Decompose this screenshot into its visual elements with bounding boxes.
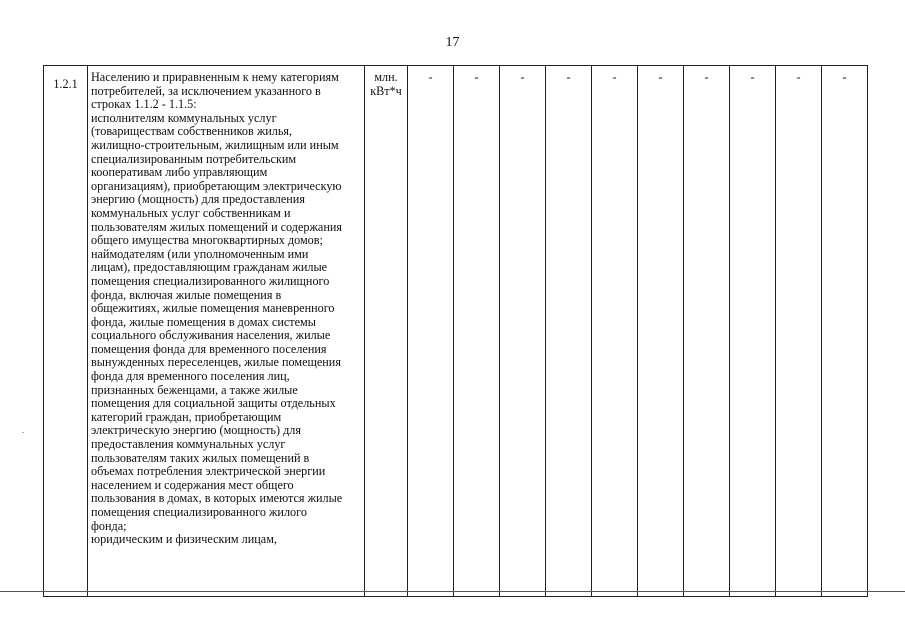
row-description xyxy=(88,66,364,547)
description-line: лицам), предоставляющим гражданам жилые xyxy=(91,260,328,275)
table-row xyxy=(44,66,868,597)
description-line: фонда для временного поселения лиц, xyxy=(91,369,290,384)
value-4: - xyxy=(566,70,571,84)
value-cell-8 xyxy=(730,66,776,597)
description-line: общего имущества многоквартирных домов; xyxy=(91,233,323,248)
description-line: юридическим и физическим лицам, xyxy=(91,532,277,547)
description-line: вынужденных переселенцев, жилые помещения xyxy=(91,355,341,370)
description-line: фонда, включая жилые помещения в xyxy=(91,287,282,302)
description-line: (товариществам собственников жилья, xyxy=(91,124,293,139)
description-line: предоставления коммунальных услуг xyxy=(91,437,286,452)
description-line: помещения специализированного жилищного xyxy=(91,273,330,288)
description-line: специализированным потребительским xyxy=(91,151,297,166)
description-line: пользования в домах, в которых имеются жилые xyxy=(91,491,343,506)
description-line: социального обслуживания населения, жилые xyxy=(91,328,331,343)
description-line: общежитиях, жилые помещения маневренного xyxy=(91,301,335,316)
description-line: объемах потребления электрической энергии xyxy=(91,464,326,479)
page-number: 17 xyxy=(445,35,460,50)
description-line: пользователям жилых помещений и содержания xyxy=(91,219,342,234)
row-number: 1.2.1 xyxy=(53,77,78,91)
page-bottom-rule xyxy=(0,591,905,592)
value-cell-2 xyxy=(454,66,500,597)
description-line: исполнителям коммунальных услуг xyxy=(91,110,277,125)
description-line: признанных беженцами, а также жилые xyxy=(91,382,298,397)
description-line: фонда, жилые помещения в домах системы xyxy=(91,314,316,329)
value-cell-1 xyxy=(408,66,454,597)
scan-artifact xyxy=(22,432,24,433)
description-line: потребителей, за исключением указанного в xyxy=(91,83,321,98)
description-line: фонда; xyxy=(91,518,127,533)
description-line: помещения для социальной защиты отдельных xyxy=(91,396,336,411)
description-line: строках 1.1.2 - 1.1.5: xyxy=(91,97,197,112)
description-line: энергию (мощность) для предоставления xyxy=(91,192,305,207)
value-cell-3 xyxy=(500,66,546,597)
description-line: электрическую энергию (мощность) для xyxy=(91,423,301,438)
description-line: коммунальных услуг собственникам и xyxy=(91,205,291,220)
value-9: - xyxy=(796,70,801,84)
unit-line-1: млн. xyxy=(374,70,398,84)
value-8: - xyxy=(750,70,755,84)
value-10: - xyxy=(842,70,847,84)
value-cell-6 xyxy=(638,66,684,597)
value-5: - xyxy=(612,70,617,84)
description-line: жилищно-строительным, жилищным или иным xyxy=(91,137,339,152)
value-6: - xyxy=(658,70,663,84)
description-line: кооперативам либо управляющим xyxy=(91,165,268,180)
value-7: - xyxy=(704,70,709,84)
value-cell-10 xyxy=(822,66,868,597)
row-number-cell xyxy=(44,66,88,597)
value-cell-9 xyxy=(776,66,822,597)
description-line: населением и содержания мест общего xyxy=(91,477,294,492)
description-line: наймодателям (или уполномоченным ими xyxy=(91,246,309,261)
value-3: - xyxy=(520,70,525,84)
description-line: Населению и приравненным к нему категориям xyxy=(91,70,339,84)
description-line: пользователям таких жилых помещений в xyxy=(91,450,310,465)
value-2: - xyxy=(474,70,479,84)
row-description-cell xyxy=(88,66,365,597)
description-line: помещения фонда для временного поселения xyxy=(91,341,327,356)
value-cell-4 xyxy=(546,66,592,597)
row-unit-cell xyxy=(365,66,408,597)
document-table xyxy=(43,65,868,597)
value-1: - xyxy=(428,70,433,84)
description-line: организациям), приобретающим электрическую xyxy=(91,178,342,193)
description-line: категорий граждан, приобретающим xyxy=(91,409,282,424)
description-line: помещения специализированного жилого xyxy=(91,505,307,519)
value-cell-5 xyxy=(592,66,638,597)
value-cell-7 xyxy=(684,66,730,597)
unit-line-2: кВт*ч xyxy=(370,83,402,98)
